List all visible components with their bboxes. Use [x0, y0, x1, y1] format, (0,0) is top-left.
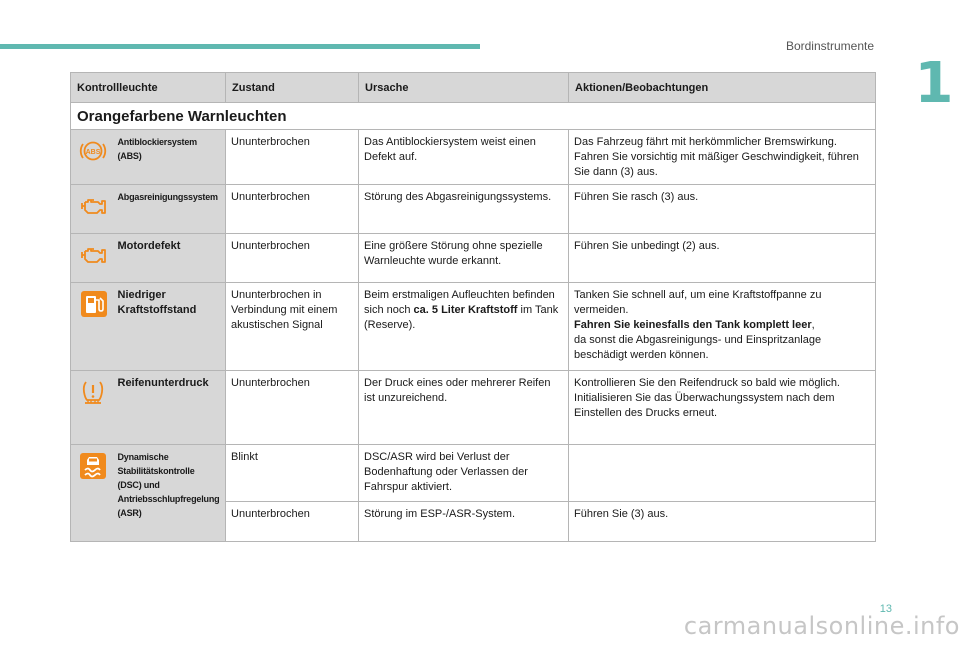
section-title: Bordinstrumente [785, 39, 874, 53]
light-label: Reifenunterdruck [116, 371, 226, 445]
action-cell: Das Fahrzeug fährt mit herkömmlicher Bremswirkung. Fahren Sie vorsichtig mit mäßiger Geschwindigkeit, führen Sie dann (3) aus. [569, 130, 876, 185]
accent-bar [0, 44, 480, 49]
state-cell: Ununterbrochen [226, 185, 359, 234]
action-cell: Führen Sie rasch (3) aus. [569, 185, 876, 234]
svg-text:ABS: ABS [85, 149, 101, 156]
column-header: Aktionen/Beobachtungen [569, 73, 876, 103]
action-cell [569, 445, 876, 502]
cause-cell: Störung im ESP-/ASR-System. [359, 502, 569, 542]
state-cell: Ununterbrochen [226, 234, 359, 283]
table-row [71, 185, 876, 234]
cause-emphasis: ca. 5 Liter Kraftstoff [413, 304, 518, 316]
action-cell: Kontrollieren Sie den Reifendruck so bald wie möglich. Initialisieren Sie das Überwachungssystem nach dem Einstellen des Drucks erneut. [569, 371, 876, 445]
table-row [71, 283, 876, 371]
light-label: Dynamische Stabilitätskontrolle (DSC) und Antriebsschlupfregelung (ASR) [116, 445, 226, 542]
stability-control-icon [71, 445, 116, 542]
action-text: Tanken Sie schnell auf, um eine Kraftstoffpanne zu vermeiden. [574, 289, 822, 316]
tyre-pressure-icon [71, 371, 116, 445]
abs-icon [71, 130, 116, 185]
action-text: , [811, 319, 815, 331]
column-header: Kontrollleuchte [71, 73, 226, 103]
engine-icon [71, 185, 116, 234]
light-label: Niedriger Kraftstoffstand [116, 283, 226, 371]
action-emphasis: Fahren Sie keinesfalls den Tank komplett leer [574, 319, 812, 331]
action-cell: Führen Sie unbedingt (2) aus. [569, 234, 876, 283]
action-cell: Führen Sie (3) aus. [569, 502, 876, 542]
state-cell: Blinkt [226, 445, 359, 502]
cause-cell: Das Antiblockiersystem weist einen Defekt auf. [359, 130, 569, 185]
engine-icon [71, 234, 116, 283]
watermark: carmanualsonline.info [683, 612, 960, 640]
light-label: Motordefekt [116, 234, 226, 283]
category-title: Orangefarbene Warnleuchten [71, 103, 876, 130]
fuel-pump-icon [71, 283, 116, 371]
state-cell: Ununterbrochen in Verbindung mit einem akustischen Signal [226, 283, 359, 371]
cause-cell [359, 283, 569, 371]
table-row [71, 130, 876, 185]
column-header: Zustand [226, 73, 359, 103]
state-cell: Ununterbrochen [226, 371, 359, 445]
state-cell: Ununterbrochen [226, 130, 359, 185]
page-number: 13 [879, 603, 892, 615]
cause-cell: Eine größere Störung ohne spezielle Warnleuchte wurde erkannt. [359, 234, 569, 283]
warning-lights-table [70, 72, 876, 542]
cause-cell: Störung des Abgasreinigungssystems. [359, 185, 569, 234]
category-row [71, 103, 876, 130]
table-header-row [71, 73, 876, 103]
cause-text: im Tank (Reserve). [364, 304, 559, 331]
state-cell: Ununterbrochen [226, 502, 359, 542]
cause-cell: Der Druck eines oder mehrerer Reifen ist unzureichend. [359, 371, 569, 445]
table-row [71, 371, 876, 445]
cause-cell: DSC/ASR wird bei Verlust der Bodenhaftung oder Verlassen der Fahrspur aktiviert. [359, 445, 569, 502]
light-label: Abgasreinigungssystem [116, 185, 226, 234]
column-header: Ursache [359, 73, 569, 103]
cause-text: Beim erstmaligen Aufleuchten befinden sich noch [364, 289, 555, 316]
action-text: da sonst die Abgasreinigungs- und Einspritzanlage beschädigt werden können. [574, 334, 822, 361]
chapter-number: 1 [914, 51, 954, 116]
action-cell [569, 283, 876, 371]
table-row [71, 234, 876, 283]
table-row [71, 445, 876, 502]
light-label: Antiblockiersystem (ABS) [116, 130, 226, 185]
